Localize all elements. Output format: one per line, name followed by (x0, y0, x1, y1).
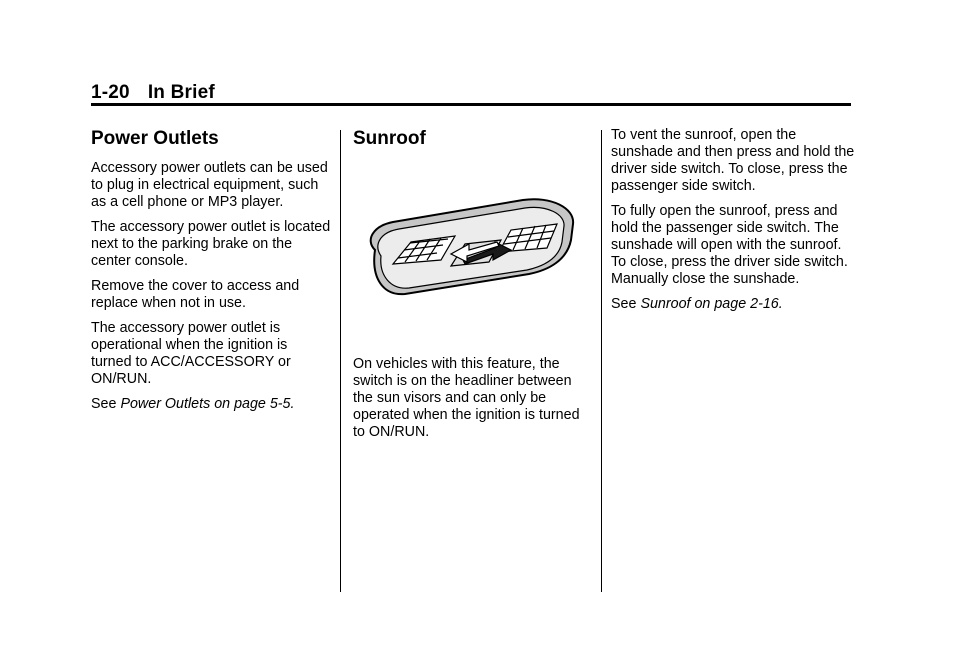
page-number: 1-20 (91, 82, 130, 103)
page-header (91, 82, 215, 104)
sunroof-column (353, 128, 593, 449)
paragraph: To vent the sunroof, open the sunshade and then press and hold the driver side switch. To close, press the passenger side switch. (611, 127, 855, 194)
sunroof-heading: Sunroof (353, 128, 426, 149)
paragraph: On vehicles with this feature, the switch is on the headliner between the sun visors and can only be operated when the ignition is turned to ON/RUN. (353, 356, 580, 440)
reference-link[interactable]: Power Outlets on page 5-5. (120, 396, 295, 412)
see-prefix: See (91, 396, 117, 412)
sunroof-switch-illustration (353, 162, 593, 328)
paragraph: The accessory power outlet is located next to the parking brake on the center console. (91, 219, 331, 269)
paragraph: Accessory power outlets can be used to plug in electrical equipment, such as a cell phone or MP3 player. (91, 160, 328, 210)
power-outlets-column (91, 128, 331, 421)
paragraph: To fully open the sunroof, press and hold the passenger side switch. The sunshade will open with the sunroof. To close, press the driver side switch. Manually close the sunshade. (611, 203, 848, 287)
header-rule (91, 103, 851, 106)
column-divider (340, 130, 341, 592)
column-divider (601, 130, 602, 592)
paragraph: Remove the cover to access and replace when not in use. (91, 278, 300, 311)
sunroof-continued-column (611, 127, 856, 321)
see-reference (611, 296, 856, 313)
paragraph: The accessory power outlet is operational when the ignition is turned to ACC/ACCESSORY or ON/RUN. (91, 320, 291, 387)
power-outlets-heading: Power Outlets (91, 128, 219, 149)
see-prefix: See (611, 296, 637, 312)
reference-link[interactable]: Sunroof on page 2-16. (640, 296, 783, 312)
section-title: In Brief (147, 82, 215, 103)
see-reference (91, 396, 331, 413)
